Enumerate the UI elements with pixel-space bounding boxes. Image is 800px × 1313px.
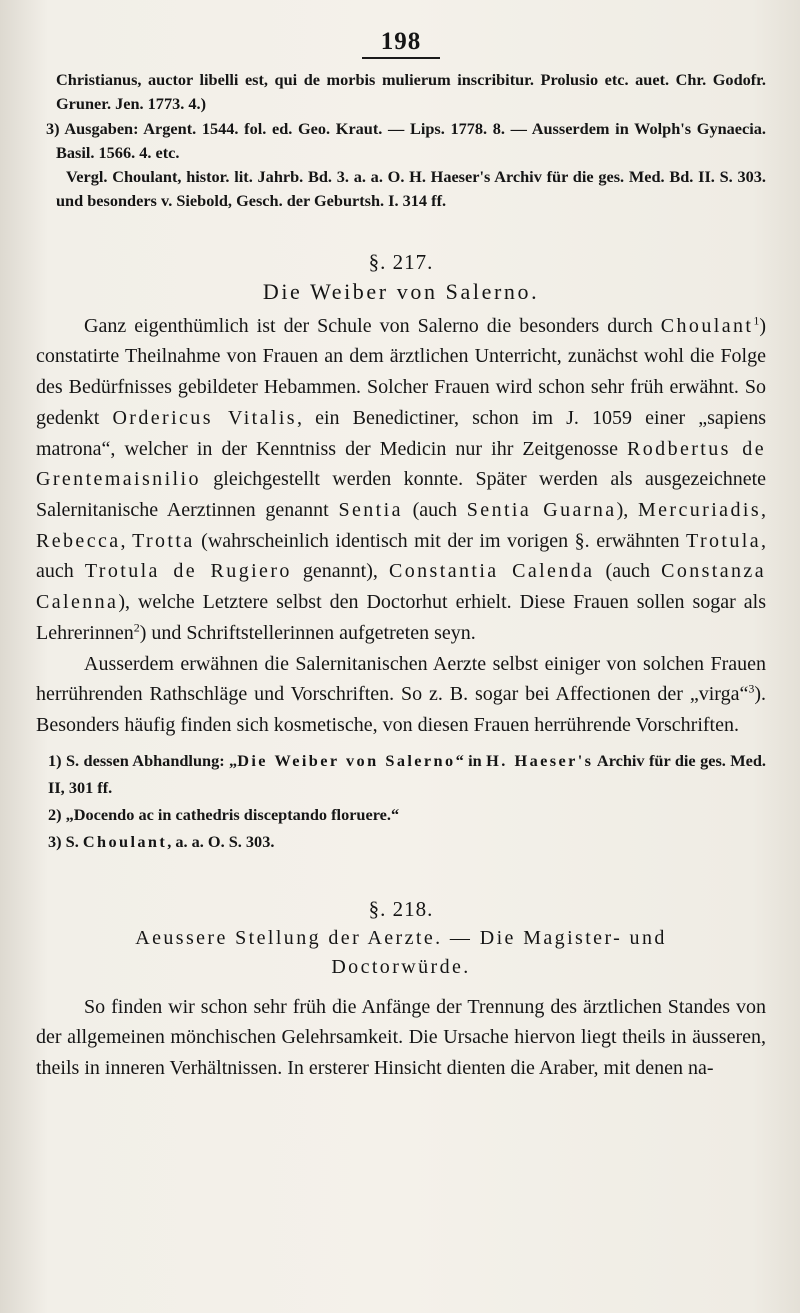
text-run: , a. a. O. S. 303. — [167, 831, 275, 851]
top-notes — [36, 68, 766, 214]
section-218-title-line-1: Aeussere Stellung der Aerzte. — Die Magister- und — [135, 926, 667, 949]
page-number-rule — [362, 57, 440, 59]
text-run: 1) S. dessen Abhandlung: „ — [48, 750, 238, 770]
top-note-3: 3) Ausgaben: Argent. 1544. fol. ed. Geo. Kraut. — Lips. 1778. 8. — Ausserdem in Wolph's Gynaecia. Basil. 1566. 4. etc. — [46, 118, 766, 162]
footnote-2: 2) „Docendo ac in cathedris disceptando floruere.“ — [48, 804, 400, 824]
section-217-footnotes — [36, 747, 766, 855]
top-note-continuation: Christianus, auctor libelli est, qui de morbis mulierum inscribitur. Prolusio etc. auet. Chr. Godofr. Gruner. Jen. 1773. 4.) — [56, 70, 766, 114]
text-run: (auch — [594, 560, 662, 583]
person-name: Sentia Guarna — [466, 499, 617, 521]
text-run: ) constatirte Theilnahme von Frauen an dem ärztlichen Unterricht, zunächst wohl die Folge des Bedürfnisses gebildeter Hebammen. Solcher Frauen wird schon sehr früh erwähnt. So gedenkt — [36, 314, 766, 429]
section-218-title — [36, 924, 766, 982]
person-name: Sentia — [338, 499, 403, 521]
text-run: (wahrscheinlich identisch mit der im vorigen §. erwähnten — [194, 529, 687, 552]
section-218-number: §. 218. — [368, 896, 434, 921]
text-run: genannt), — [291, 560, 390, 583]
section-217-paragraph-2 — [36, 649, 766, 741]
section-217-body — [36, 311, 766, 741]
top-note-vergl: Vergl. Choulant, histor. lit. Jahrb. Bd. 3. a. a. O. H. Haeser's Archiv für die ges. Med. Bd. II. S. 303. und besonders v. Siebold, Gesch. der Geburtsh. I. 314 ff. — [56, 167, 766, 211]
person-name: H. Haeser's — [486, 750, 594, 770]
section-217-title: Die Weiber von Salerno. — [262, 278, 540, 304]
person-name: Ordericus Vitalis — [112, 406, 297, 429]
text-run: gleichgestellt werden konnte. Später werden als ausgezeichnete Salernitanische Aerztinnen genannt — [36, 468, 766, 521]
page-number: 198 — [380, 28, 422, 55]
text-run: Archiv für die ges. Med. II, 301 ff. — [48, 750, 766, 797]
footnote-3 — [48, 828, 766, 855]
section-218-body — [36, 992, 766, 1084]
text-run: ), welche Letztere selbst den Doctorhut erhielt. Diese Frauen sollen sogar als Lehrerinnen — [36, 591, 766, 644]
person-name: Rebecca — [36, 529, 121, 552]
person-name: Trotta — [132, 529, 195, 552]
text-run: Ganz eigenthümlich ist der Schule von Salerno die besonders durch — [84, 314, 661, 337]
person-name: Choulant — [82, 831, 168, 851]
text-run: “ in — [455, 750, 487, 770]
person-name: Trotula — [686, 529, 761, 552]
section-218-title-line-2: Doctorwürde. — [331, 955, 471, 978]
work-title: Die Weiber von Salerno — [237, 750, 456, 770]
section-218-paragraph-1: So finden wir schon sehr früh die Anfänge der Trennung des ärztlichen Standes von der allgemeinen mönchischen Gelehrsamkeit. Die Ursache hiervon liegt theils in äusseren, theils in inneren Verhältnissen. In ersterer Hinsicht dienten die Araber, mit denen na- — [36, 995, 766, 1080]
text-run: 3) S. — [48, 831, 83, 851]
person-name: Trotula de Rugiero — [84, 560, 292, 583]
section-217-number: §. 217. — [368, 249, 434, 274]
footnote-1 — [48, 747, 766, 801]
text-run: , auch — [36, 529, 766, 583]
text-run: , — [761, 499, 766, 521]
person-name: Constanza Calenna — [36, 560, 766, 614]
footnote-ref-1: 1 — [753, 313, 760, 328]
text-run: ). Besonders häufig finden sich kosmetische, von diesen Frauen herrührende Vorschriften. — [36, 683, 766, 736]
text-run: Ausserdem erwähnen die Salernitanischen Aerzte selbst einiger von solchen Frauen herrührenden Rathschläge und Vorschriften. So z. B. sogar bei Affectionen der „virga“ — [36, 652, 766, 706]
text-run: , ein Benedictiner, schon im J. 1059 einer „sapiens matrona“, welcher in der Kenntniss der Medicin nur ihr Zeitgenosse — [36, 406, 767, 460]
person-name: Constantia Calenda — [389, 560, 595, 583]
text-run: (auch — [402, 499, 467, 521]
text-run: ) und Schriftstellerinnen aufgetreten seyn. — [139, 621, 476, 644]
person-name: Rodbertus de Grentemaisnilio — [36, 437, 766, 491]
text-run: ), — [616, 499, 638, 521]
footnote-ref-2: 2 — [133, 620, 140, 635]
person-name: Mercuriadis — [637, 499, 761, 521]
section-217-paragraph-1 — [36, 311, 766, 649]
footnote-ref-3: 3 — [748, 681, 755, 696]
person-name: Choulant — [660, 314, 754, 337]
text-run: , — [120, 529, 133, 552]
